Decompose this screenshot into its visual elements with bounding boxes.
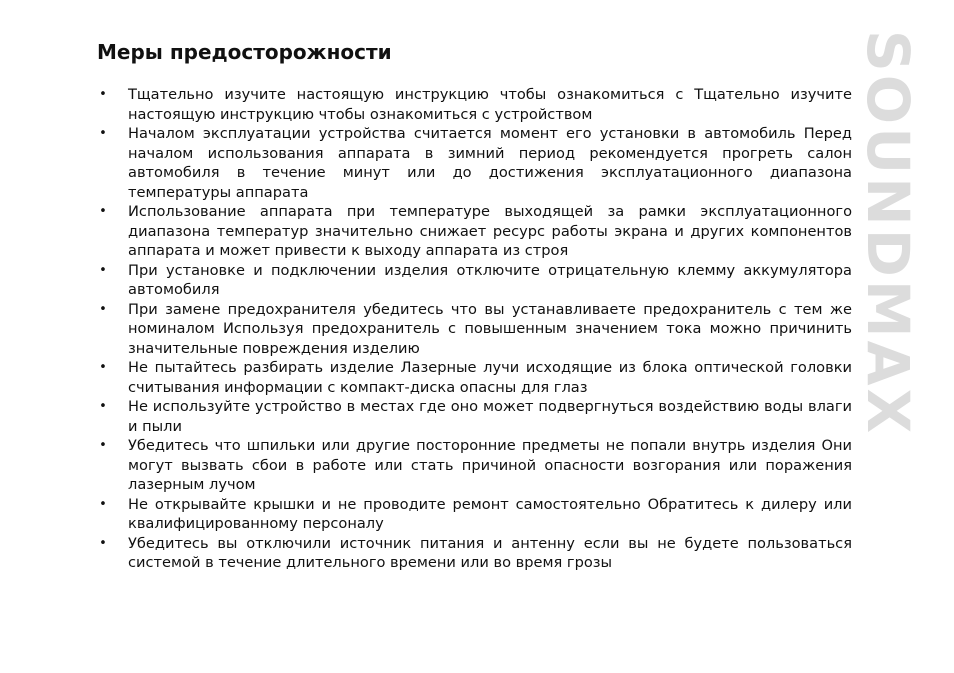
list-item <box>97 397 852 436</box>
bullet-icon: • <box>99 399 107 414</box>
list-item-text: Не используйте устройство в местах где оно может подвергнуться воздействию воды влаги и пыли <box>128 398 852 435</box>
list-item-text: Не пытайтесь разбирать изделие Лазерные лучи исходящие из блока оптической головки считывания информации с компакт-диска опасны для глаз <box>128 359 852 396</box>
list-item <box>97 358 852 397</box>
list-item-text: Использование аппарата при температуре выходящей за рамки эксплуатационного диапазона температур значительно снижает ресурс работы экрана и других компонентов аппарата и может привести к выходу аппарата из строя <box>128 203 852 259</box>
list-item-text: При установке и подключении изделия отключите отрицательную клемму аккумулятора автомобиля <box>128 261 852 298</box>
list-item <box>97 85 852 124</box>
bullet-icon: • <box>99 301 107 317</box>
page-title: Меры предосторожности <box>97 40 392 64</box>
bullet-icon: • <box>99 204 107 219</box>
bullet-icon: • <box>99 262 107 278</box>
bullet-icon: • <box>99 496 107 512</box>
list-item <box>97 436 852 495</box>
list-item <box>97 300 852 359</box>
list-item-text: Убедитесь вы отключили источник питания и антенну если вы не будете пользоваться системой в течение длительного времени или во время грозы <box>128 534 852 571</box>
bullet-icon: • <box>99 535 107 551</box>
list-item <box>97 202 852 261</box>
list-item <box>97 124 852 202</box>
bullet-icon: • <box>99 126 107 141</box>
list-item <box>97 261 852 300</box>
bullet-icon: • <box>99 87 107 102</box>
list-item-text: Тщательно изучите настоящую инструкцию чтобы ознакомиться с Тщательно изучите настоящую инструкцию чтобы ознакомиться с устройством <box>128 86 852 123</box>
list-item <box>97 534 852 573</box>
brand-logo-container <box>854 30 922 620</box>
bullet-icon: • <box>99 438 107 453</box>
list-item-text: Началом эксплуатации устройства считается момент его установки в автомобиль Перед началом использования аппарата в зимний период рекомендуется прогреть салон автомобиля в течение минут или до достижения эксплуатационного диапазона температуры аппарата <box>128 125 852 201</box>
list-item-text: При замене предохранителя убедитесь что вы устанавливаете предохранитель с тем же номиналом Используя предохранитель с повышенным значением тока можно причинить значительные повреждения изделию <box>128 300 852 357</box>
list-item <box>97 495 852 534</box>
list-item-text: Не открывайте крышки и не проводите ремонт самостоятельно Обратитесь к дилеру или квалифицированному персоналу <box>128 495 852 532</box>
list-item-text: Убедитесь что шпильки или другие посторонние предметы не попали внутрь изделия Они могут вызвать сбои в работе или стать причиной опасности возгорания или поражения лазерным лучом <box>128 437 852 493</box>
precautions-list <box>97 85 852 573</box>
brand-logo: SOUNDMAX <box>854 30 922 437</box>
bullet-icon: • <box>99 360 107 375</box>
